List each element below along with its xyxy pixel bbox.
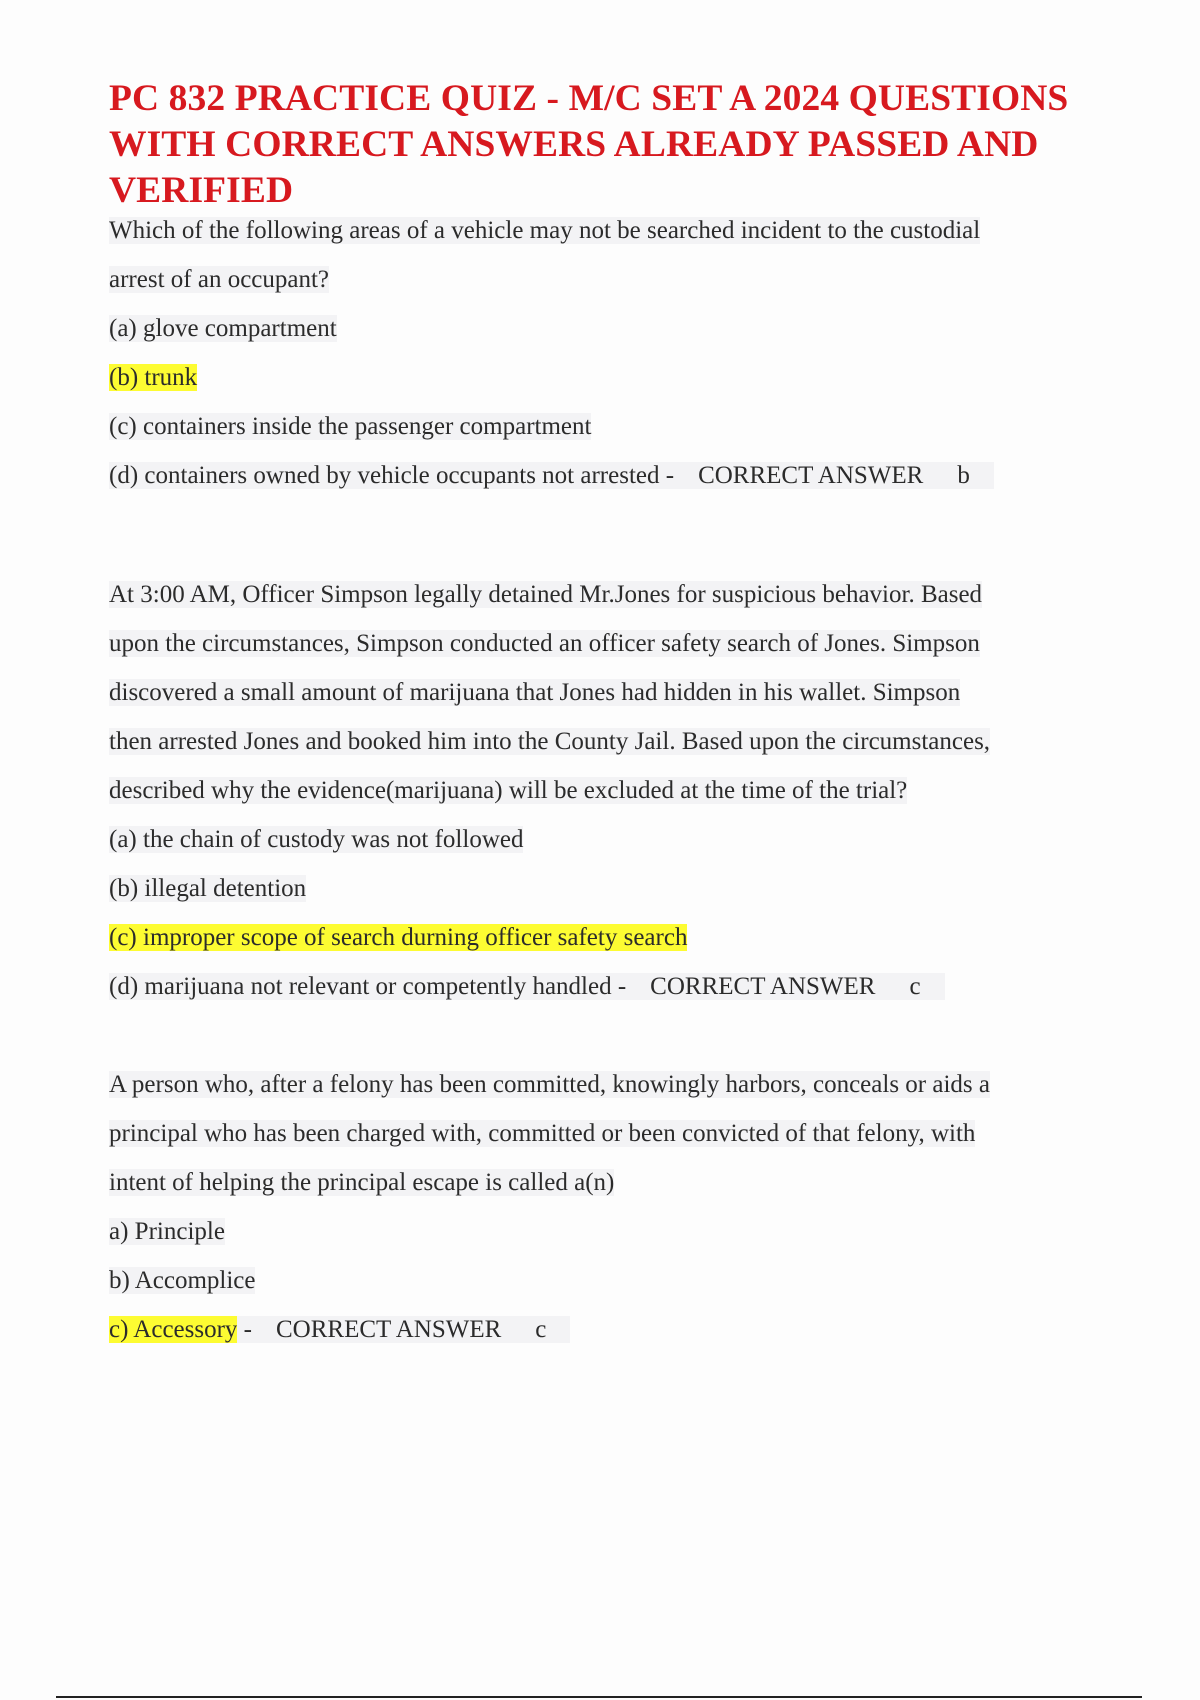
answer-option-a: (a) the chain of custody was not followed bbox=[109, 826, 524, 853]
answer-option-d: (d) containers owned by vehicle occupants not arrested - CORRECT ANSWER b bbox=[109, 451, 994, 500]
answer-option-b: (b) illegal detention bbox=[109, 875, 307, 902]
question-stem-line: described why the evidence(marijuana) will be excluded at the time of the trial? bbox=[109, 777, 908, 804]
footer-divider bbox=[56, 1696, 1142, 1698]
question-stem-line: principal who has been charged with, committed or been convicted of that felony, with bbox=[109, 1120, 976, 1147]
question-stem-line: A person who, after a felony has been committed, knowingly harbors, conceals or aids a bbox=[109, 1071, 990, 1098]
answer-option-a: a) Principle bbox=[109, 1218, 225, 1245]
correct-answer-value: c bbox=[909, 973, 921, 1000]
correct-answer-label: CORRECT ANSWER bbox=[650, 973, 876, 1000]
answer-option-b-highlighted: (b) trunk bbox=[109, 364, 198, 391]
question-3 bbox=[109, 1060, 990, 1354]
document-title: PC 832 PRACTICE QUIZ - M/C SET A 2024 QUESTIONS WITH CORRECT ANSWERS ALREADY PASSED AND VERIFIED bbox=[109, 78, 1069, 211]
answer-option-b: b) Accomplice bbox=[109, 1267, 256, 1294]
question-stem-line: discovered a small amount of marijuana that Jones had hidden in his wallet. Simpson bbox=[109, 679, 961, 706]
answer-option-c-highlighted: c) Accessory - CORRECT ANSWER c bbox=[109, 1305, 990, 1354]
answer-option-a: (a) glove compartment bbox=[109, 315, 337, 342]
question-stem-line: intent of helping the principal escape is called a(n) bbox=[109, 1169, 615, 1196]
question-stem-line: At 3:00 AM, Officer Simpson legally detained Mr.Jones for suspicious behavior. Based bbox=[109, 581, 983, 608]
question-1 bbox=[109, 206, 994, 500]
question-2 bbox=[109, 570, 990, 1011]
question-stem-line: Which of the following areas of a vehicle may not be searched incident to the custodial bbox=[109, 217, 981, 244]
correct-answer-label: CORRECT ANSWER bbox=[698, 462, 924, 489]
question-stem-line: arrest of an occupant? bbox=[109, 266, 330, 293]
document-page bbox=[109, 76, 1109, 1343]
question-stem-line: upon the circumstances, Simpson conducted an officer safety search of Jones. Simpson bbox=[109, 630, 980, 657]
answer-option-c-highlighted: (c) improper scope of search durning officer safety search bbox=[109, 924, 688, 951]
correct-answer-label: CORRECT ANSWER bbox=[276, 1316, 502, 1343]
question-stem-line: then arrested Jones and booked him into the County Jail. Based upon the circumstances, bbox=[109, 728, 991, 755]
correct-answer-value: b bbox=[957, 462, 970, 489]
correct-answer-value: c bbox=[535, 1316, 547, 1343]
answer-option-c: (c) containers inside the passenger compartment bbox=[109, 413, 592, 440]
answer-option-d: (d) marijuana not relevant or competently handled - CORRECT ANSWER c bbox=[109, 962, 990, 1011]
